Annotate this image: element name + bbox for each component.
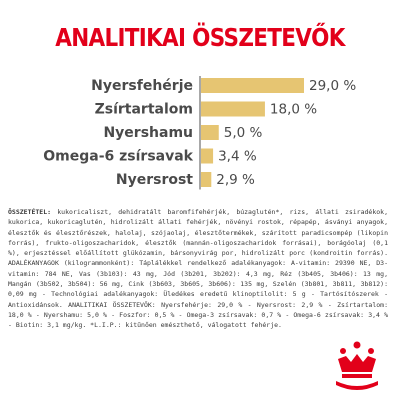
category-label: Omega-6 zsírsavak xyxy=(43,148,193,165)
nutrient-bar-chart xyxy=(0,70,400,195)
category-label: Nyersrost xyxy=(115,172,193,188)
composition-label: ÖSSZETÉTEL: xyxy=(8,208,52,216)
value-label: 5,0 % xyxy=(223,125,263,141)
composition-text xyxy=(8,207,388,331)
royal-canin-crown-logo xyxy=(332,339,382,391)
page-title: ANALITIKAI ÖSSZETEVŐK xyxy=(55,23,345,52)
value-label: 29,0 % xyxy=(309,78,357,94)
bar-1 xyxy=(201,78,304,93)
category-label: Zsírtartalom xyxy=(94,101,193,118)
value-label: 3,4 % xyxy=(218,148,257,165)
category-label: Nyersfehérje xyxy=(91,78,193,94)
value-label: 2,9 % xyxy=(216,172,255,188)
bar-4 xyxy=(201,149,213,164)
bar-5 xyxy=(201,172,211,187)
bar-2 xyxy=(201,102,265,117)
bar-3 xyxy=(201,125,219,140)
value-label: 18,0 % xyxy=(269,101,318,118)
composition-body: kukoricaliszt, dehidratált baromfifehérjék, búzaglutén*, rizs, állati zsiradékok, kukorica, kukoricaglutén, hidrolizált állati fehérjék, növényi rostok, répapép, ásványi anyagok, élesztők és élesztőrészek, halolaj, szójaolaj, élesztőtermékek, szárított paradicsompép (likopin forrás), frukto-oligoszacharidok, élesztők (mannán-oligoszacharidok forrásai), borágóolaj (0,1 %), erjesztéssel előállított glükózamin, bársonyvirág por, hidrolizált porc (kondroitin forrás). ADALÉKANYAGOK (kilogrammonként): Táplálékkel rendelkező adalékanyagok: A-vitamin: 29390 NE, D3-vitamin: 784 NE, Vas (3b103): 43 mg, Jód (3b201, 3b202): 4,3 mg, Réz (3b405, 3b406): 13 mg, Mangán (3b502, 3b504): 56 mg, Cink (3b603, 3b605, 3b606): 135 mg, Szelén (3b801, 3b811, 3b812): 0,09 mg - Technológiai adalékanyagok: Üledékes eredetű klinoptilolit: 5 g - Tartósítószerek - Antioxidánsok. ANALITIKAI ÖSSZETEVŐK: Nyersfehérje: 29,0 % - Nyersrost: 2,9 % - Zsírtartalom: 18,0 % - Nyershamu: 5,0 % - Foszfor: 0,5 % - Omega-3 zsírsavak: 0,7 % - Omega-6 zsírsavak: 3,4 % - Biotin: 3,1 mg/kg. *L.I.P.: kitűnően emészthető, válogatott fehérje. xyxy=(8,208,388,330)
category-label: Nyershamu xyxy=(103,125,193,141)
